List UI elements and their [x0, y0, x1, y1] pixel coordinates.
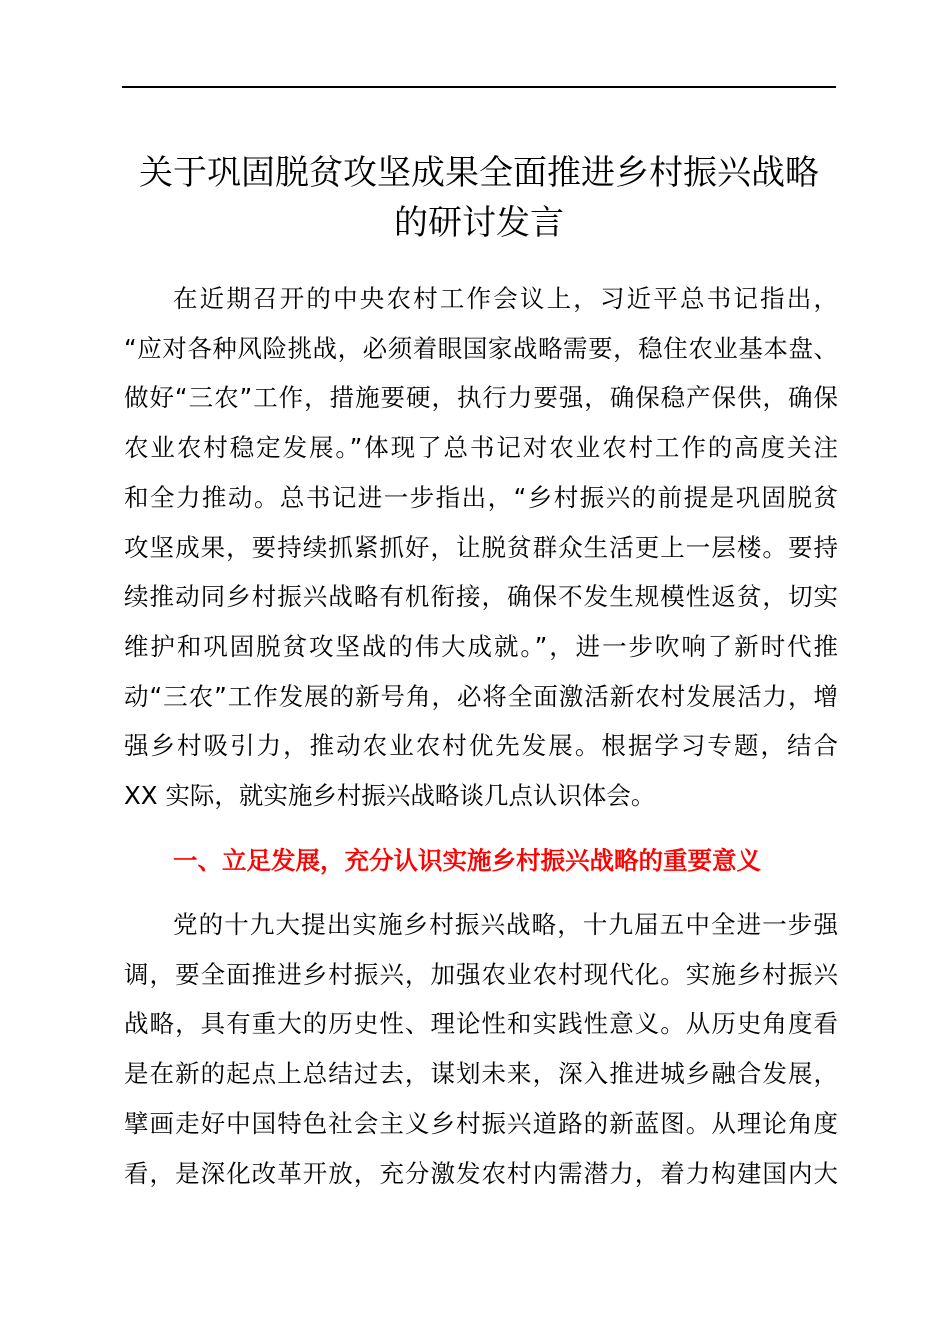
- paragraph-line: 是在新的起点上总结过去，谋划未来，深入推进城乡融合发展，: [124, 1059, 838, 1089]
- paragraph-line: 做好“三农”工作，措施要硬，执行力要强，确保稳产保供，确保: [124, 383, 838, 413]
- paragraph-line: 动“三农”工作发展的新号角，必将全面激活新农村发展活力，增: [124, 681, 838, 711]
- paragraph-line: 党的十九大提出实施乡村振兴战略，十九届五中全进一步强: [173, 910, 838, 939]
- paragraph-line: 看，是深化改革开放，充分激发农村内需潜力，着力构建国内大: [124, 1158, 838, 1188]
- paragraph-line: 强乡村吸引力，推动农业农村优先发展。根据学习专题，结合: [124, 731, 838, 761]
- paragraph-line: 和全力推动。总书记进一步指出，“乡村振兴的前提是巩固脱贫: [124, 482, 838, 512]
- paragraph-line: 在近期召开的中央农村工作会议上，习近平总书记指出，: [173, 284, 838, 313]
- section-heading-1: 一、立足发展，充分认识实施乡村振兴战略的重要意义: [173, 846, 761, 875]
- paragraph-line: 农业农村稳定发展。”体现了总书记对农业农村工作的高度关注: [124, 433, 838, 463]
- paragraph-line: 维护和巩固脱贫攻坚战的伟大成就。”，进一步吹响了新时代推: [124, 631, 838, 661]
- paragraph-line: 调，要全面推进乡村振兴，加强农业农村现代化。实施乡村振兴: [124, 959, 838, 989]
- paragraph-line: 攻坚成果，要持续抓紧抓好，让脱贫群众生活更上一层楼。要持: [124, 532, 838, 562]
- paragraph-section-1: [124, 900, 838, 1198]
- paragraph-line: 擘画走好中国特色社会主义乡村振兴道路的新蓝图。从理论角度: [124, 1108, 838, 1138]
- paragraph-line: 续推动同乡村振兴战略有机衔接，确保不发生规模性返贫，切实: [124, 582, 838, 612]
- title-line-1: 关于巩固脱贫攻坚成果全面推进乡村振兴战略: [139, 153, 819, 193]
- paragraph-line: XX 实际，就实施乡村振兴战略谈几点认识体会。: [124, 781, 656, 811]
- paragraph-line: 战略，具有重大的历史性、理论性和实践性意义。从历史角度看: [124, 1009, 838, 1039]
- document-title: [122, 148, 836, 248]
- title-line-2: 的研讨发言: [394, 203, 564, 243]
- header-rule: [122, 86, 836, 88]
- paragraph-intro: [124, 274, 838, 821]
- paragraph-line: “应对各种风险挑战，必须着眼国家战略需要，稳住农业基本盘、: [124, 333, 838, 363]
